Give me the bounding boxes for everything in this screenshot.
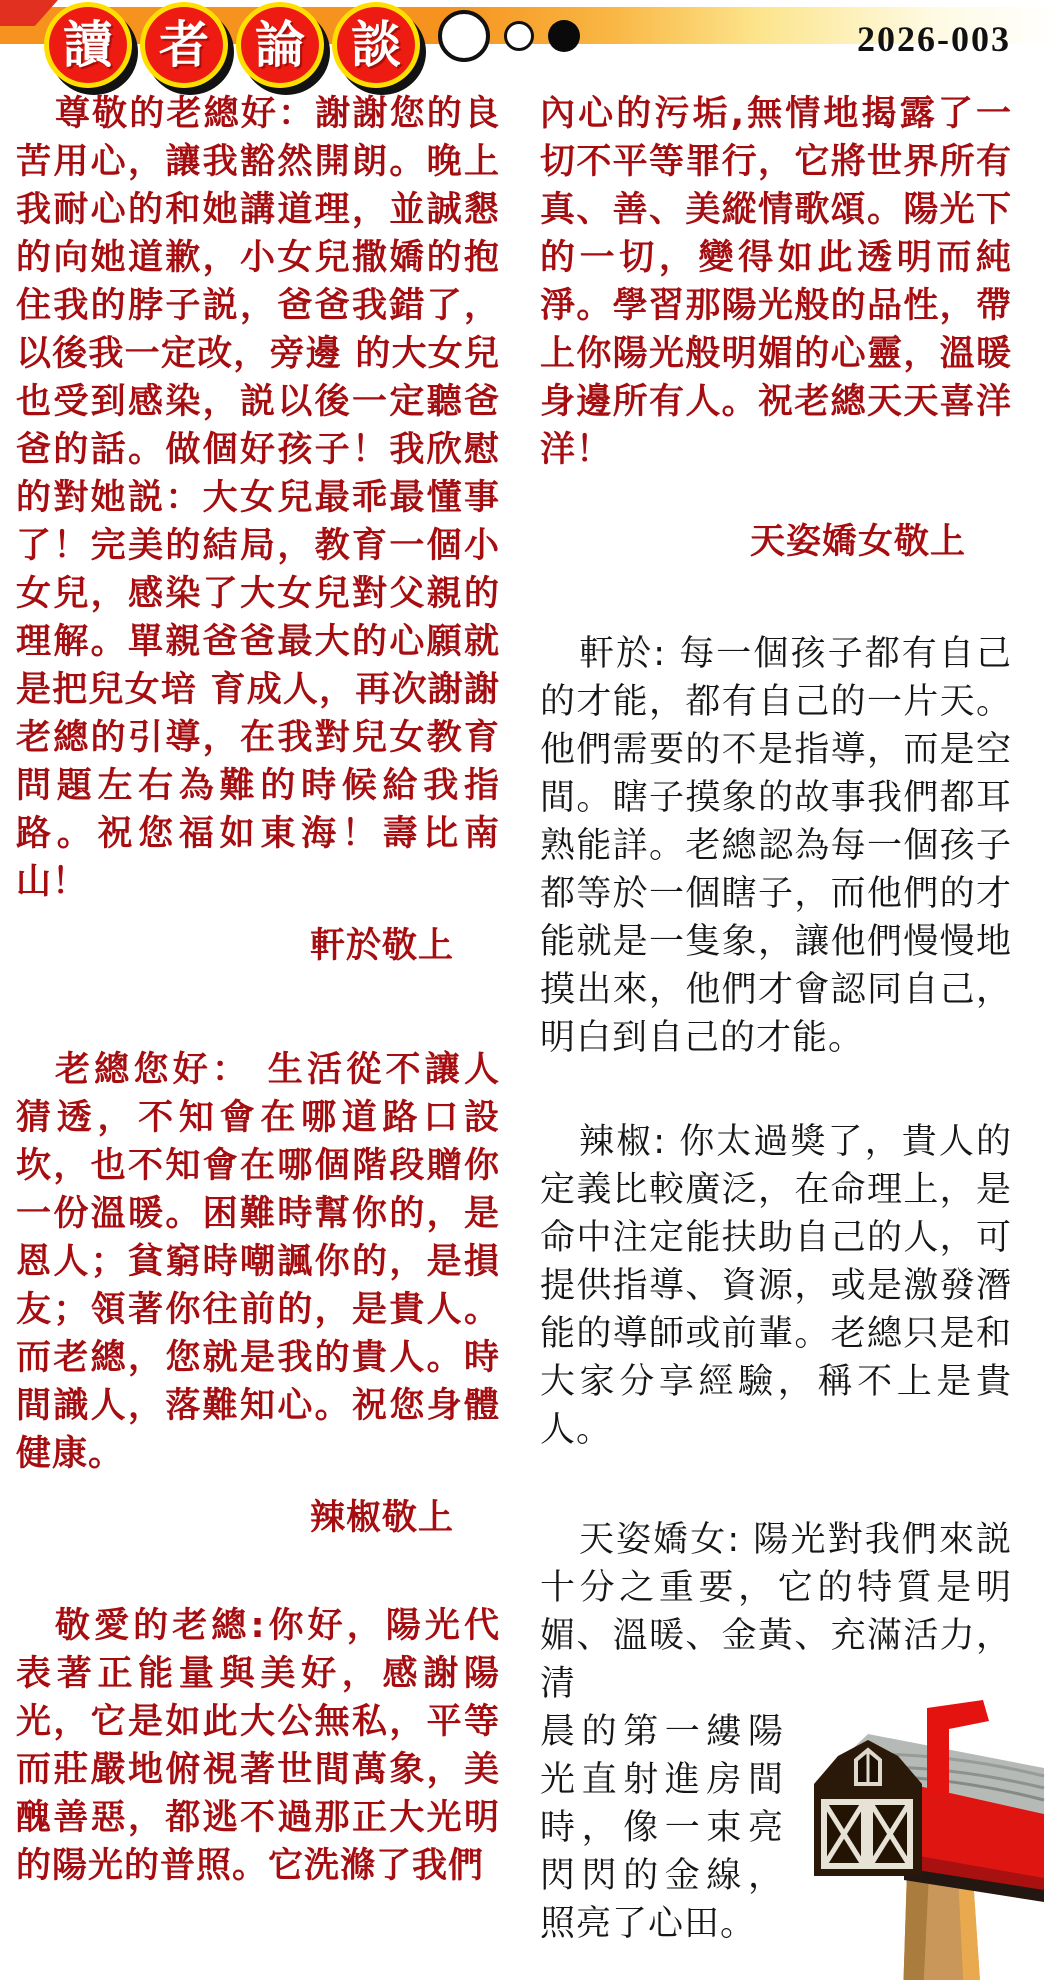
logo-char-4: 談 <box>351 16 401 74</box>
left-column <box>16 90 500 1890</box>
letter-3-text: 敬愛的老總:你好，陽光代表著正能量與美好，感謝陽光，它是如此大公無私，平等而莊嚴地俯視著世間萬象，美醜善惡，都逃不過那正大光明的陽光的普照。它洗滌了我們 <box>16 1606 500 1886</box>
letter-1-text: 尊敬的老總好：謝謝您的良苦用心，讓我豁然開朗。晚上我耐心的和她講道理，並誠懇的向她道歉，小女兒撒嬌的抱住我的脖子説，爸爸我錯了，以後我一定改，旁邊 的大女兒也受到感染，説以後一定聽爸爸的話。做個好孩子！我欣慰的對她説：大女兒最乖最懂事了！完美的結局，教育一個小女兒，感染了大女兒對父親的理解。單親爸爸最大的心願就是把兒女培 育成人，再次謝謝老總的引導，在我對兒女教育問題左右為難的時候給我指路。祝您福如東海！壽比南山！ <box>16 94 500 902</box>
right-column <box>540 90 1012 1948</box>
letter-2-signature: 辣椒敬上 <box>309 1498 454 1538</box>
logo-char-3: 論 <box>255 16 305 74</box>
editor-reply-3-intro: 天姿嬌女: 陽光對我們來説十分之重要，它的特質是明媚、溫暖、金黃、充滿活力，清 <box>540 1520 1012 1704</box>
letter-1-signature: 軒於敬上 <box>309 926 454 966</box>
logo-badge-3 <box>236 2 324 88</box>
mailbox-photo <box>784 1708 1012 1920</box>
editor-reply-3-wrapped-text: 晨的第一縷陽光直射進房間時，像一束亮閃閃的金線，照亮了心田。 <box>540 1712 784 1944</box>
page-number: 2026-003 <box>857 19 1011 59</box>
barn-mailbox-icon <box>806 1696 1046 1980</box>
editor-reply-2: 辣椒: 你太過獎了，貴人的定義比較廣泛，在命理上，是命中注定能扶助自己的人，可提供指導、資源，或是激發潛能的導師或前輩。老總只是和大家分享經驗，稱不上是貴人。 <box>540 1122 1012 1450</box>
letter-3-signature: 天姿嬌女敬上 <box>749 522 966 562</box>
logo-badge-2 <box>140 2 228 88</box>
logo-char-1: 讀 <box>63 16 113 74</box>
editor-reply-3-wrapped-block <box>540 1708 1012 1948</box>
outline-circle-large-icon <box>438 10 490 62</box>
letter-3-continuation: 內心的污垢,無情地揭露了一切不平等罪行，它將世界所有真、善、美縱情歌頌。陽光下的一切，變得如此透明而純淨。學習那陽光般的品性，帶上你陽光般明媚的心靈，溫暖身邊所有人。祝老總天天喜洋洋！ <box>540 94 1012 470</box>
decorative-circles <box>438 12 580 60</box>
filled-circle-icon <box>548 20 580 52</box>
logo-char-2: 者 <box>159 16 209 74</box>
outline-circle-small-icon <box>504 21 534 51</box>
logo-badge-1 <box>44 2 132 88</box>
logo-badge-4 <box>332 2 420 88</box>
masthead-logo <box>44 2 420 88</box>
editor-reply-1: 軒於: 每一個孩子都有自己的才能，都有自己的一片天。他們需要的不是指導，而是空間。瞎子摸象的故事我們都耳熟能詳。老總認為每一個孩子都等於一個瞎子，而他們的才能就是一隻象，讓他們慢慢地摸出來，他們才會認同自己，明白到自己的才能。 <box>540 634 1012 1058</box>
letter-2-text: 老總您好： 生活從不讓人猜透，不知會在哪道路口設坎，也不知會在哪個階段贈你一份溫暖。困難時幫你的，是恩人；貧窮時嘲諷你的，是損友；領著你往前的，是貴人。而老總，您就是我的貴人。時間識人，落難知心。祝您身體健康。 <box>16 1050 500 1474</box>
